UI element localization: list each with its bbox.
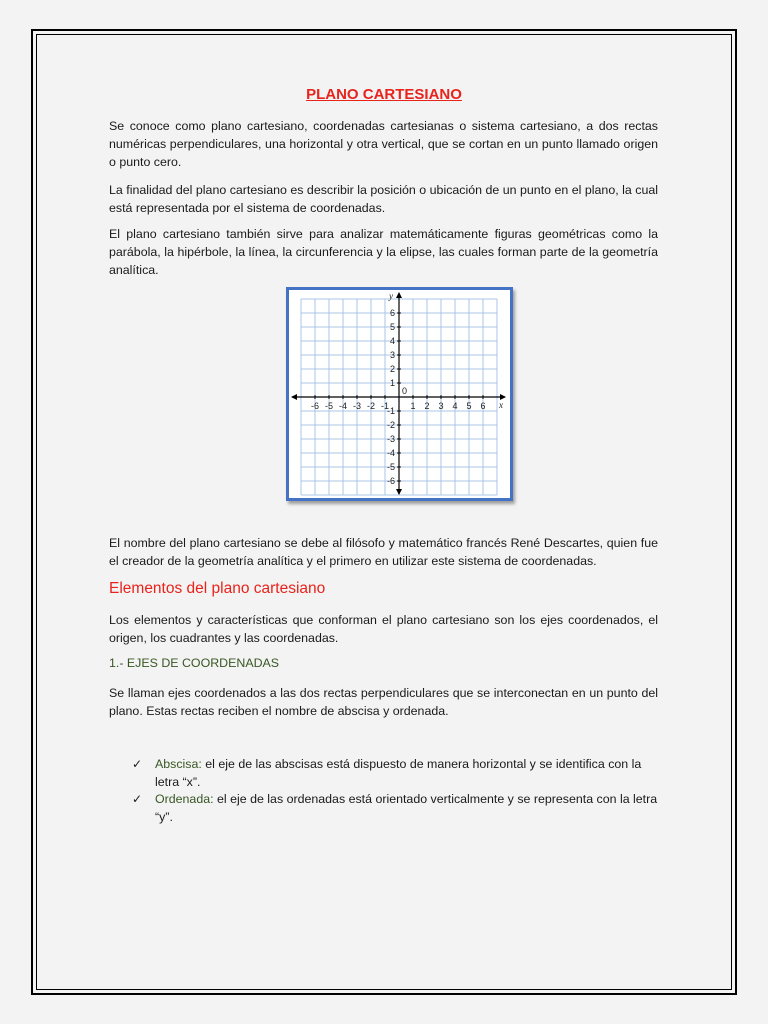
checkmark-icon: ✓ [132,757,143,771]
y-axis-label: y [389,291,393,301]
paragraph-purpose: La finalidad del plano cartesiano es describir la posición o ubicación de un punto en el plano, la cual está representada por el sistema de coordenadas. [109,183,658,215]
y-tick-label: 1 [389,378,395,388]
x-tick-label: -1 [380,401,390,411]
x-tick-label: 5 [466,401,472,411]
x-axis-label: x [499,400,503,410]
subsection-heading: 1.- EJES DE COORDENADAS [109,656,280,670]
text-ordenada: el eje de las ordenadas está orientado verticalmente y se representa con la letra “y”. [155,792,658,824]
x-tick-label: -3 [352,401,362,411]
paragraph-descartes: El nombre del plano cartesiano se debe al filósofo y matemático francés René Descartes, quien fue el creador de la geometría analítica y el primero en utilizar este sistema de coordenadas. [109,536,658,568]
section-heading: Elementos del plano cartesiano [109,580,326,597]
x-tick-label: -4 [338,401,348,411]
checkmark-icon: ✓ [132,792,143,806]
axes-list [132,756,658,826]
paragraph-definition: Se conoce como plano cartesiano, coordenadas cartesianas o sistema cartesiano, a dos rectas numéricas perpendiculares, una horizontal y otra vertical, que se cortan en un punto llamado origen o punto cero. [109,119,658,169]
x-axis-arrow-left-icon [291,394,297,400]
cartesian-plane-svg [289,290,510,498]
x-tick-label: -5 [324,401,334,411]
origin-label: 0 [402,386,408,396]
y-tick-label: 5 [389,322,395,332]
text-abscisa: el eje de las abscisas está dispuesto de manera horizontal y se identifica con la letra “x”. [155,757,642,789]
page-title: PLANO CARTESIANO [306,86,462,103]
term-abscisa: Abscisa: [155,757,202,771]
y-axis-arrow-down-icon [396,489,402,495]
y-tick-label: -5 [386,462,395,472]
y-tick-label: -2 [386,420,395,430]
list-item-ordenada [132,791,658,826]
y-tick-label: -1 [386,406,395,416]
paragraph-uses: El plano cartesiano también sirve para analizar matemáticamente figuras geométricas como la parábola, la hipérbole, la línea, la circunferencia y la elipse, las cuales forman parte de la geometría analítica. [109,227,658,277]
y-tick-label: -6 [386,476,395,486]
y-tick-label: -4 [386,448,395,458]
y-tick-label: 4 [389,336,395,346]
page-border-inner [36,34,732,990]
x-tick-label: 4 [452,401,458,411]
x-tick-label: 2 [424,401,430,411]
y-tick-label: 2 [389,364,395,374]
y-tick-label: 3 [389,350,395,360]
x-tick-label: 3 [438,401,444,411]
y-tick-label: 6 [389,308,395,318]
y-tick-label: -3 [386,434,395,444]
paragraph-axes: Se llaman ejes coordenados a las dos rectas perpendiculares que se interconectan en un punto del plano. Estas rectas reciben el nombre de abscisa y ordenada. [109,686,658,718]
paragraph-elements: Los elementos y características que conforman el plano cartesiano son los ejes coordenados, el origen, los cuadrantes y las coordenadas. [109,613,658,645]
x-tick-label: 6 [480,401,486,411]
x-tick-label: 1 [410,401,416,411]
list-item-abscisa [132,756,658,791]
cartesian-plane-figure [286,287,513,501]
x-tick-label: -6 [310,401,320,411]
y-axis-arrow-up-icon [396,292,402,298]
term-ordenada: Ordenada: [155,792,214,806]
x-tick-label: -2 [366,401,376,411]
